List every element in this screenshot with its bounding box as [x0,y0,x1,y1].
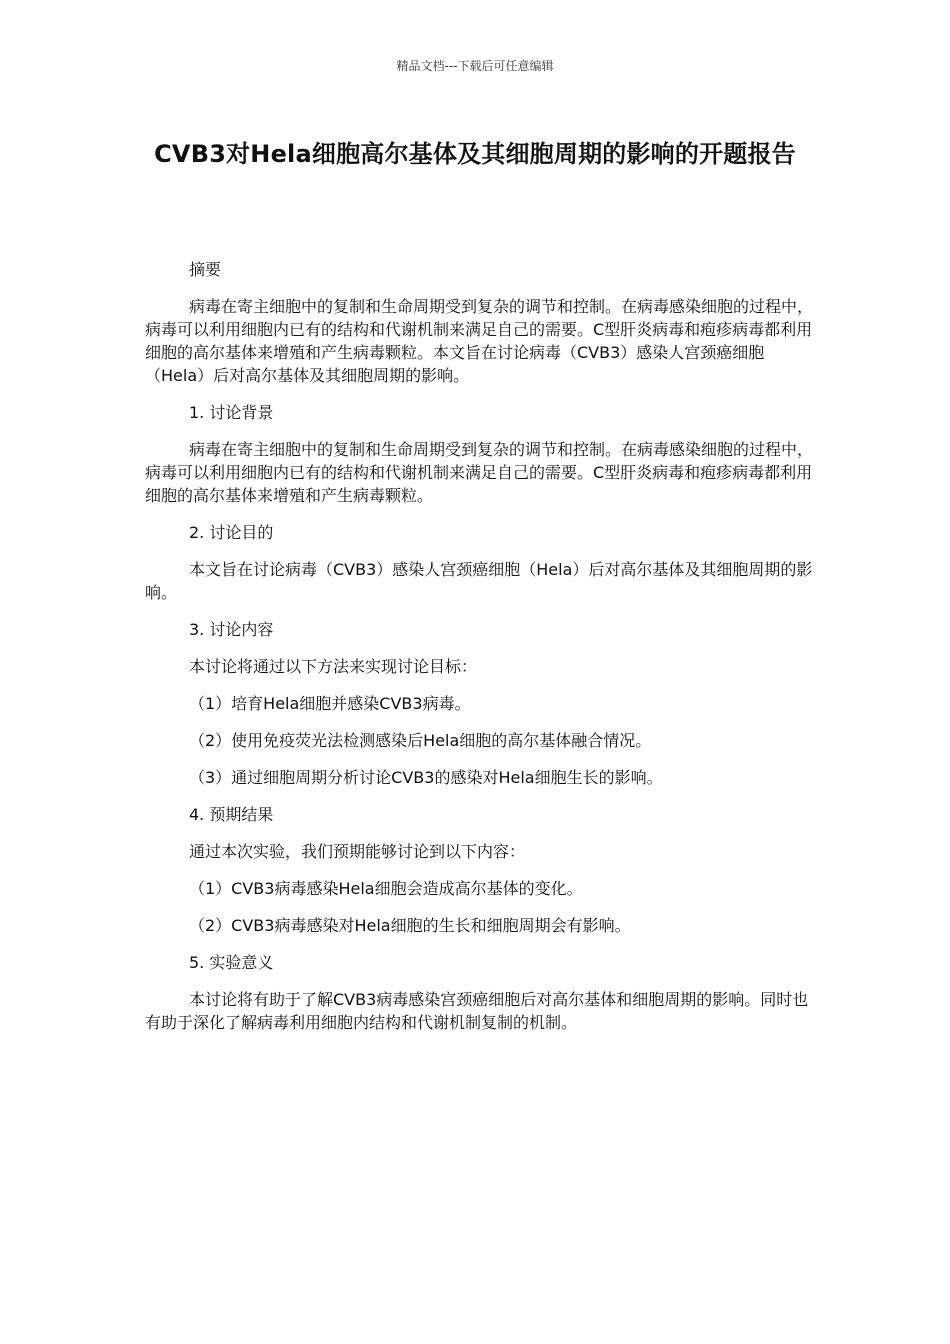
section-5-paragraph: 本讨论将有助于了解CVB3病毒感染宫颈癌细胞后对高尔基体和细胞周期的影响。同时也有助于深化了解病毒利用细胞内结构和代谢机制复制的机制。 [145,990,809,1032]
section-5-heading: 5. 实验意义 [189,953,274,972]
abstract-heading: 摘要 [189,260,222,279]
section-2-paragraph: 本文旨在讨论病毒（CVB3）感染人宫颈癌细胞（Hela）后对高尔基体及其细胞周期的影响。 [145,560,813,602]
document-title: CVB3对Hela细胞高尔基体及其细胞周期的影响的开题报告 [154,140,796,168]
section-4-heading: 4. 预期结果 [189,805,274,824]
section-2-heading: 2. 讨论目的 [189,523,274,542]
section-1-paragraph: 病毒在寄主细胞中的复制和生命周期受到复杂的调节和控制。在病毒感染细胞的过程中，病毒可以利用细胞内已有的结构和代谢机制来满足自己的需要。C型肝炎病毒和疱疹病毒都利用细胞的高尔基体来增殖和产生病毒颗粒。 [145,440,814,505]
section-3-item: （2）使用免疫荧光法检测感染后Hela细胞的高尔基体融合情况。 [189,731,652,750]
document-body [145,258,815,1048]
abstract-paragraph: 病毒在寄主细胞中的复制和生命周期受到复杂的调节和控制。在病毒感染细胞的过程中，病毒可以利用细胞内已有的结构和代谢机制来满足自己的需要。C型肝炎病毒和疱疹病毒都利用细胞的高尔基体来增殖和产生病毒颗粒。本文旨在讨论病毒（CVB3）感染人宫颈癌细胞（Hela）后对高尔基体及其细胞周期的影响。 [145,297,814,385]
section-4-intro: 通过本次实验，我们预期能够讨论到以下内容： [189,842,526,861]
section-4-item: （1）CVB3病毒感染Hela细胞会造成高尔基体的变化。 [189,879,583,898]
section-3-item: （3）通过细胞周期分析讨论CVB3的感染对Hela细胞生长的影响。 [189,768,663,787]
section-3-item: （1）培育Hela细胞并感染CVB3病毒。 [189,694,471,713]
section-1-heading: 1. 讨论背景 [189,403,274,422]
section-3-intro: 本讨论将通过以下方法来实现讨论目标： [189,657,478,676]
section-4-item: （2）CVB3病毒感染对Hela细胞的生长和细胞周期会有影响。 [189,916,631,935]
page-header: 精品文档---下载后可任意编辑 [396,59,554,73]
section-3-heading: 3. 讨论内容 [189,620,274,639]
